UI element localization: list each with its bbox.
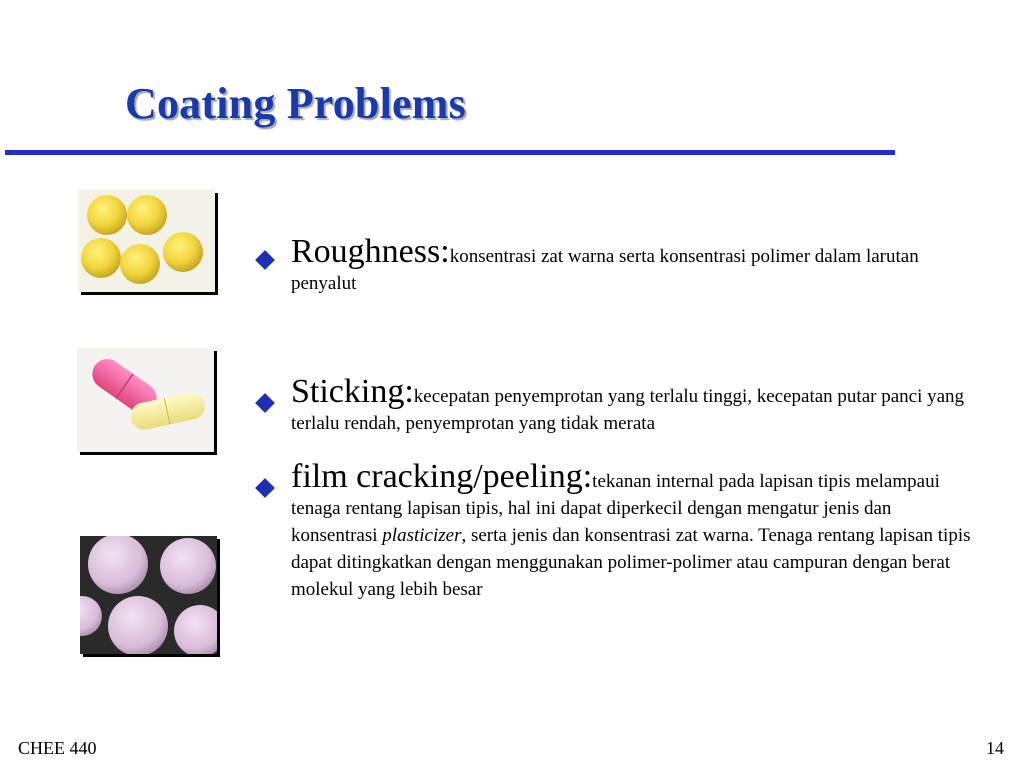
bullet-sticking: [258, 373, 978, 437]
yellow-tablets-photo: [78, 190, 215, 292]
bullet-body: kecepatan penyemprotan yang terlalu tinggi, kecepatan putar panci yang terlalu rendah, penyemprotan yang tidak merata: [291, 386, 965, 434]
bullet-body: konsentrasi zat warna serta konsentrasi polimer dalam larutan penyalut: [291, 246, 919, 294]
bullet-roughness: [258, 233, 978, 297]
bullet-body-italic: plasticizer: [382, 525, 462, 546]
title-underline: [5, 150, 895, 155]
diamond-bullet-icon: [255, 250, 275, 270]
bullet-film-cracking: [258, 458, 978, 603]
footer-course-code: CHEE 440: [18, 738, 97, 758]
lilac-tablets-photo: [80, 536, 217, 654]
bullet-body: tekanan internal pada lapisan tipis melampaui tenaga rentang lapisan tipis, hal ini dapat diperkecil dengan mengatur jenis dan konsentrasi: [291, 471, 940, 546]
bullet-heading: film cracking/peeling:: [291, 458, 593, 495]
bullet-body-end: , serta jenis dan konsentrasi zat warna. Tenaga rentang lapisan tipis dapat ditingkatkan dengan menggunakan polimer-polimer atau campuran dengan berat molekul yang lebih besar: [291, 525, 971, 600]
slide-title: Coating Problems: [125, 79, 466, 128]
bullet-heading: Sticking:: [291, 373, 414, 410]
diamond-bullet-icon: [255, 478, 275, 498]
bullet-heading: Roughness:: [291, 233, 450, 270]
capsule-tablets-photo: [77, 348, 214, 452]
footer-page-number: 14: [986, 738, 1004, 758]
diamond-bullet-icon: [255, 393, 275, 413]
